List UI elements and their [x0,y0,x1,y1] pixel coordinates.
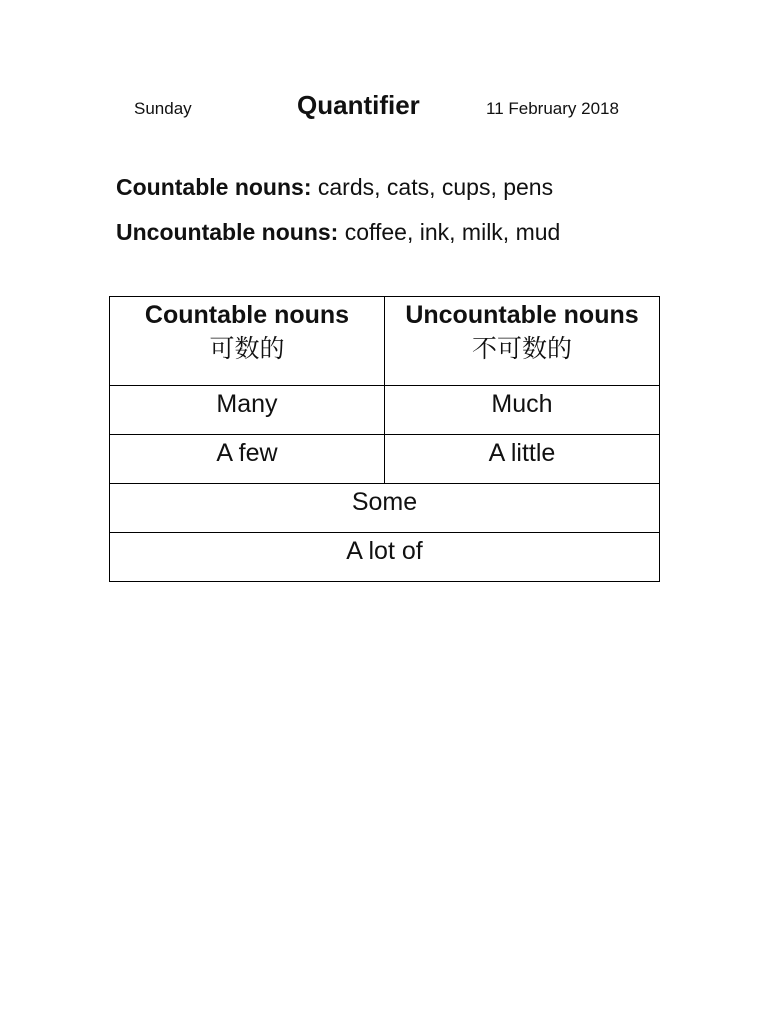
table-cell: A few [110,435,385,484]
definition-examples: cards, cats, cups, pens [311,174,554,200]
header-cell-uncountable [385,297,660,386]
page-title: Quantifier [297,90,420,120]
table-row [110,386,660,435]
header-cell-countable [110,297,385,386]
quantifier-table [109,296,660,582]
definition-label: Uncountable nouns: [116,219,339,245]
header-day: Sunday [134,99,192,118]
table-cell-shared: A lot of [110,533,660,582]
header-english: Countable nouns [144,301,350,329]
header-english: Uncountable nouns [405,301,639,329]
definition-countable [116,174,553,201]
table-row-shared [110,533,660,582]
header-chinese: 不可数的 [471,334,572,363]
definition-uncountable [116,219,560,246]
header-chinese: 可数的 [209,334,285,363]
header-date: 11 February 2018 [486,99,619,118]
table-cell-shared: Some [110,484,660,533]
table-cell: Much [385,386,660,435]
definition-label: Countable nouns: [116,174,312,200]
table-row-shared [110,484,660,533]
table-row [110,435,660,484]
table-cell: A little [385,435,660,484]
table-cell: Many [110,386,385,435]
definition-examples: coffee, ink, milk, mud [338,219,561,245]
table-header-row [110,297,660,386]
